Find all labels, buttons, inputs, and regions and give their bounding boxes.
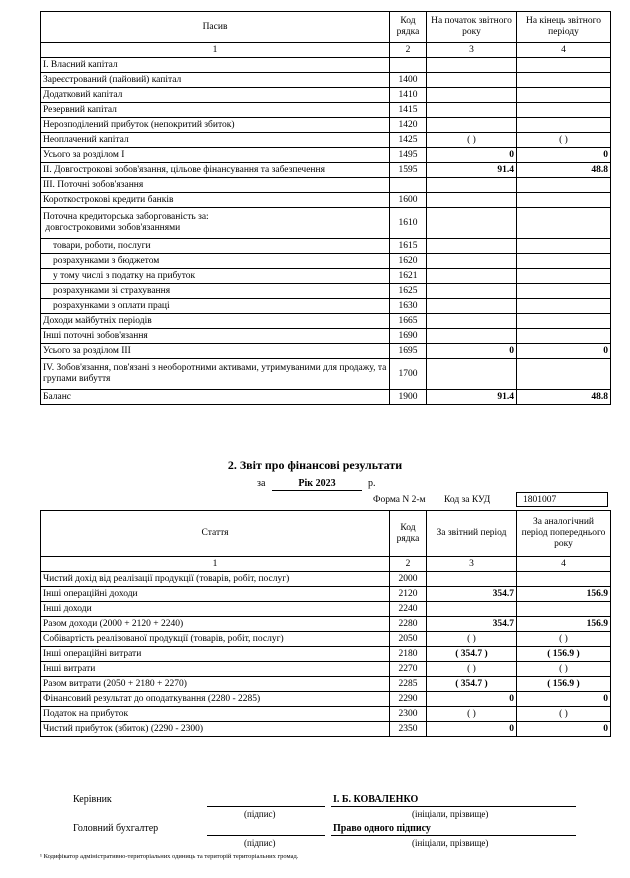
- row-start-value: [427, 103, 517, 118]
- col-num-3: 3: [427, 43, 517, 58]
- row-label: розрахунками з оплати праці: [41, 299, 390, 314]
- col-num-4: 4: [517, 43, 611, 58]
- header-current: За звітний період: [427, 511, 517, 557]
- row-current-value: 354.7: [427, 617, 517, 632]
- row-code: 1630: [390, 299, 427, 314]
- row-code: 1420: [390, 118, 427, 133]
- accountant-name: Право одного підпису: [333, 823, 431, 834]
- row-label: Додатковий капітал: [41, 88, 390, 103]
- col-num-2: 2: [390, 43, 427, 58]
- row-start-value: [427, 314, 517, 329]
- row-code: 2240: [390, 602, 427, 617]
- row-label: Зареєстрований (пайовий) капітал: [41, 73, 390, 88]
- row-end-value: [517, 88, 611, 103]
- table-row: [41, 587, 611, 602]
- row-label: Неоплачений капітал: [41, 133, 390, 148]
- row-code: 2350: [390, 722, 427, 737]
- table-row: [41, 88, 611, 103]
- row-current-value: 0: [427, 692, 517, 707]
- head-name-line: [331, 806, 576, 807]
- head-initials-caption: (ініціали, прізвище): [412, 809, 489, 819]
- row-label: III. Поточні зобов'язання: [41, 178, 390, 193]
- row-code: 1595: [390, 163, 427, 178]
- table-row: [41, 692, 611, 707]
- row-previous-value: 156.9: [517, 617, 611, 632]
- balance-liabilities-table: [40, 11, 611, 405]
- footnote: ¹ Кодифікатор адміністративно-територіальних одиниць та територій територіальних громад.: [40, 853, 299, 860]
- table-row: [41, 390, 611, 405]
- header-end: На кінець звітного періоду: [517, 12, 611, 43]
- table-row: [41, 163, 611, 178]
- row-previous-value: 0: [517, 692, 611, 707]
- table-row: [41, 572, 611, 587]
- row-code: 1900: [390, 390, 427, 405]
- row-end-value: [517, 239, 611, 254]
- row-end-value: 48.8: [517, 163, 611, 178]
- row-label: Собівартість реалізованої продукції (товарів, робіт, послуг): [41, 632, 390, 647]
- accountant-sign-caption: (підпис): [244, 838, 276, 848]
- table-row: [41, 148, 611, 163]
- row-label: Чистий прибуток (збиток) (2290 - 2300): [41, 722, 390, 737]
- row-label: Доходи майбутніх періодів: [41, 314, 390, 329]
- row-current-value: ( 354.7 ): [427, 647, 517, 662]
- col-num-4: 4: [517, 557, 611, 572]
- row-code: 1625: [390, 284, 427, 299]
- row-start-value: [427, 58, 517, 73]
- row-code: 1615: [390, 239, 427, 254]
- row-start-value: ( ): [427, 133, 517, 148]
- row-label: Інші поточні зобов'язання: [41, 329, 390, 344]
- row-code: 1400: [390, 73, 427, 88]
- row-label: Усього за розділом I: [41, 148, 390, 163]
- row-start-value: [427, 118, 517, 133]
- row-code: 1700: [390, 359, 427, 390]
- table-row: [41, 359, 611, 390]
- col-num-3: 3: [427, 557, 517, 572]
- row-code: 1415: [390, 103, 427, 118]
- table-row: [41, 647, 611, 662]
- table-row: [41, 193, 611, 208]
- row-label: Нерозподілений прибуток (непокритий збиток): [41, 118, 390, 133]
- row-end-value: [517, 329, 611, 344]
- row-end-value: [517, 208, 611, 239]
- row-current-value: [427, 572, 517, 587]
- row-label: Інші витрати: [41, 662, 390, 677]
- row-start-value: [427, 239, 517, 254]
- row-label: Баланс: [41, 390, 390, 405]
- row-label: Інші доходи: [41, 602, 390, 617]
- row-end-value: 48.8: [517, 390, 611, 405]
- col-num-2: 2: [390, 557, 427, 572]
- row-end-value: [517, 58, 611, 73]
- table-row: [41, 677, 611, 692]
- table-row: [41, 722, 611, 737]
- row-start-value: [427, 208, 517, 239]
- row-end-value: [517, 103, 611, 118]
- head-name: І. Б. КОВАЛЕНКО: [333, 794, 419, 805]
- table-row: [41, 314, 611, 329]
- table-row: [41, 178, 611, 193]
- row-code: 2280: [390, 617, 427, 632]
- table-row: [41, 58, 611, 73]
- row-start-value: [427, 359, 517, 390]
- row-label: розрахунками з бюджетом: [41, 254, 390, 269]
- row-label: Резервний капітал: [41, 103, 390, 118]
- row-previous-value: [517, 572, 611, 587]
- row-previous-value: ( ): [517, 632, 611, 647]
- row-label: Чистий дохід від реалізації продукції (товарів, робіт, послуг): [41, 572, 390, 587]
- report-year: Рік 2023: [272, 478, 362, 491]
- row-start-value: [427, 269, 517, 284]
- row-previous-value: ( ): [517, 707, 611, 722]
- row-current-value: ( 354.7 ): [427, 677, 517, 692]
- row-label: Поточна кредиторська заборгованість за: довгостроковими зобов'язаннями: [41, 208, 390, 239]
- table-row: [41, 73, 611, 88]
- row-current-value: 0: [427, 722, 517, 737]
- table-row: [41, 239, 611, 254]
- financial-results-table: [40, 510, 611, 737]
- row-end-value: [517, 299, 611, 314]
- row-label: розрахунками зі страхування: [41, 284, 390, 299]
- table-row: [41, 103, 611, 118]
- row-code: 2290: [390, 692, 427, 707]
- col-num-1: 1: [41, 43, 390, 58]
- table-row: [41, 707, 611, 722]
- table-row: [41, 118, 611, 133]
- row-end-value: [517, 193, 611, 208]
- row-label: IV. Зобов'язання, пов'язані з необоротними активами, утримуваними для продажу, та групами вибуття: [41, 359, 390, 390]
- table-row: [41, 269, 611, 284]
- table-row: [41, 284, 611, 299]
- row-previous-value: 156.9: [517, 587, 611, 602]
- accountant-initials-caption: (ініціали, прізвище): [412, 838, 489, 848]
- row-current-value: [427, 602, 517, 617]
- head-label: Керівник: [73, 794, 112, 805]
- row-label: Разом доходи (2000 + 2120 + 2240): [41, 617, 390, 632]
- row-code: 1425: [390, 133, 427, 148]
- row-label: Податок на прибуток: [41, 707, 390, 722]
- report-title: 2. Звіт про фінансові результати: [227, 458, 403, 472]
- row-start-value: 0: [427, 148, 517, 163]
- row-label: товари, роботи, послуги: [41, 239, 390, 254]
- head-sign-caption: (підпис): [244, 809, 276, 819]
- header-previous: За аналогічний період попереднього року: [517, 511, 611, 557]
- row-code: 1621: [390, 269, 427, 284]
- table-row: [41, 602, 611, 617]
- row-code: 2000: [390, 572, 427, 587]
- row-current-value: ( ): [427, 632, 517, 647]
- table-row: [41, 299, 611, 314]
- row-start-value: [427, 329, 517, 344]
- row-start-value: [427, 178, 517, 193]
- row-start-value: [427, 88, 517, 103]
- row-label: Разом витрати (2050 + 2180 + 2270): [41, 677, 390, 692]
- head-sign-line: [207, 806, 325, 807]
- row-start-value: [427, 193, 517, 208]
- table-row: [41, 344, 611, 359]
- row-end-value: ( ): [517, 133, 611, 148]
- header-code: Код рядка: [390, 511, 427, 557]
- row-end-value: [517, 178, 611, 193]
- accountant-label: Головний бухгалтер: [73, 823, 159, 834]
- row-label: Фінансовий результат до оподаткування (2280 - 2285): [41, 692, 390, 707]
- kud-value: 1801007: [516, 492, 608, 507]
- row-start-value: [427, 254, 517, 269]
- year-suffix: р.: [368, 478, 376, 489]
- row-start-value: [427, 73, 517, 88]
- row-code: 1610: [390, 208, 427, 239]
- row-previous-value: [517, 602, 611, 617]
- header-start: На початок звітного року: [427, 12, 517, 43]
- row-start-value: [427, 284, 517, 299]
- row-label: Інші операційні витрати: [41, 647, 390, 662]
- row-code: 2180: [390, 647, 427, 662]
- row-previous-value: ( 156.9 ): [517, 677, 611, 692]
- row-code: 2050: [390, 632, 427, 647]
- row-label: у тому числі з податку на прибуток: [41, 269, 390, 284]
- table-row: [41, 133, 611, 148]
- row-previous-value: ( 156.9 ): [517, 647, 611, 662]
- row-code: 1665: [390, 314, 427, 329]
- table-row: [41, 329, 611, 344]
- col-num-1: 1: [41, 557, 390, 572]
- row-end-value: 0: [517, 344, 611, 359]
- row-previous-value: 0: [517, 722, 611, 737]
- row-label: Усього за розділом IІІ: [41, 344, 390, 359]
- header-code: Код рядка: [390, 12, 427, 43]
- table-row: [41, 208, 611, 239]
- row-end-value: [517, 359, 611, 390]
- table-row: [41, 254, 611, 269]
- row-code: 1410: [390, 88, 427, 103]
- header-pasyv: Пасив: [41, 12, 390, 43]
- row-end-value: [517, 73, 611, 88]
- table-row: [41, 617, 611, 632]
- row-start-value: 91.4: [427, 163, 517, 178]
- row-code: 2270: [390, 662, 427, 677]
- row-start-value: 91.4: [427, 390, 517, 405]
- row-end-value: [517, 269, 611, 284]
- row-code: 1600: [390, 193, 427, 208]
- row-current-value: ( ): [427, 662, 517, 677]
- row-code: 1695: [390, 344, 427, 359]
- row-code: 2300: [390, 707, 427, 722]
- row-label: Інші операційні доходи: [41, 587, 390, 602]
- row-current-value: 354.7: [427, 587, 517, 602]
- row-code: 2120: [390, 587, 427, 602]
- row-end-value: [517, 254, 611, 269]
- row-end-value: [517, 284, 611, 299]
- table-row: [41, 632, 611, 647]
- row-code: 2285: [390, 677, 427, 692]
- row-label: Короткострокові кредити банків: [41, 193, 390, 208]
- row-label: II. Довгострокові зобов'язання, цільове фінансування та забезпечення: [41, 163, 390, 178]
- row-previous-value: ( ): [517, 662, 611, 677]
- row-end-value: 0: [517, 148, 611, 163]
- accountant-sign-line: [207, 835, 325, 836]
- kud-label: Код за КУД: [444, 495, 491, 505]
- row-label: I. Власний капітал: [41, 58, 390, 73]
- form-number: Форма N 2-м: [373, 495, 426, 505]
- row-start-value: 0: [427, 344, 517, 359]
- table-row: [41, 662, 611, 677]
- row-code: 1495: [390, 148, 427, 163]
- header-article: Стаття: [41, 511, 390, 557]
- row-code: 1690: [390, 329, 427, 344]
- period-prefix: за: [257, 478, 266, 489]
- row-end-value: [517, 314, 611, 329]
- row-current-value: ( ): [427, 707, 517, 722]
- row-code: [390, 58, 427, 73]
- accountant-name-line: [331, 835, 576, 836]
- row-code: [390, 178, 427, 193]
- row-code: 1620: [390, 254, 427, 269]
- row-start-value: [427, 299, 517, 314]
- row-end-value: [517, 118, 611, 133]
